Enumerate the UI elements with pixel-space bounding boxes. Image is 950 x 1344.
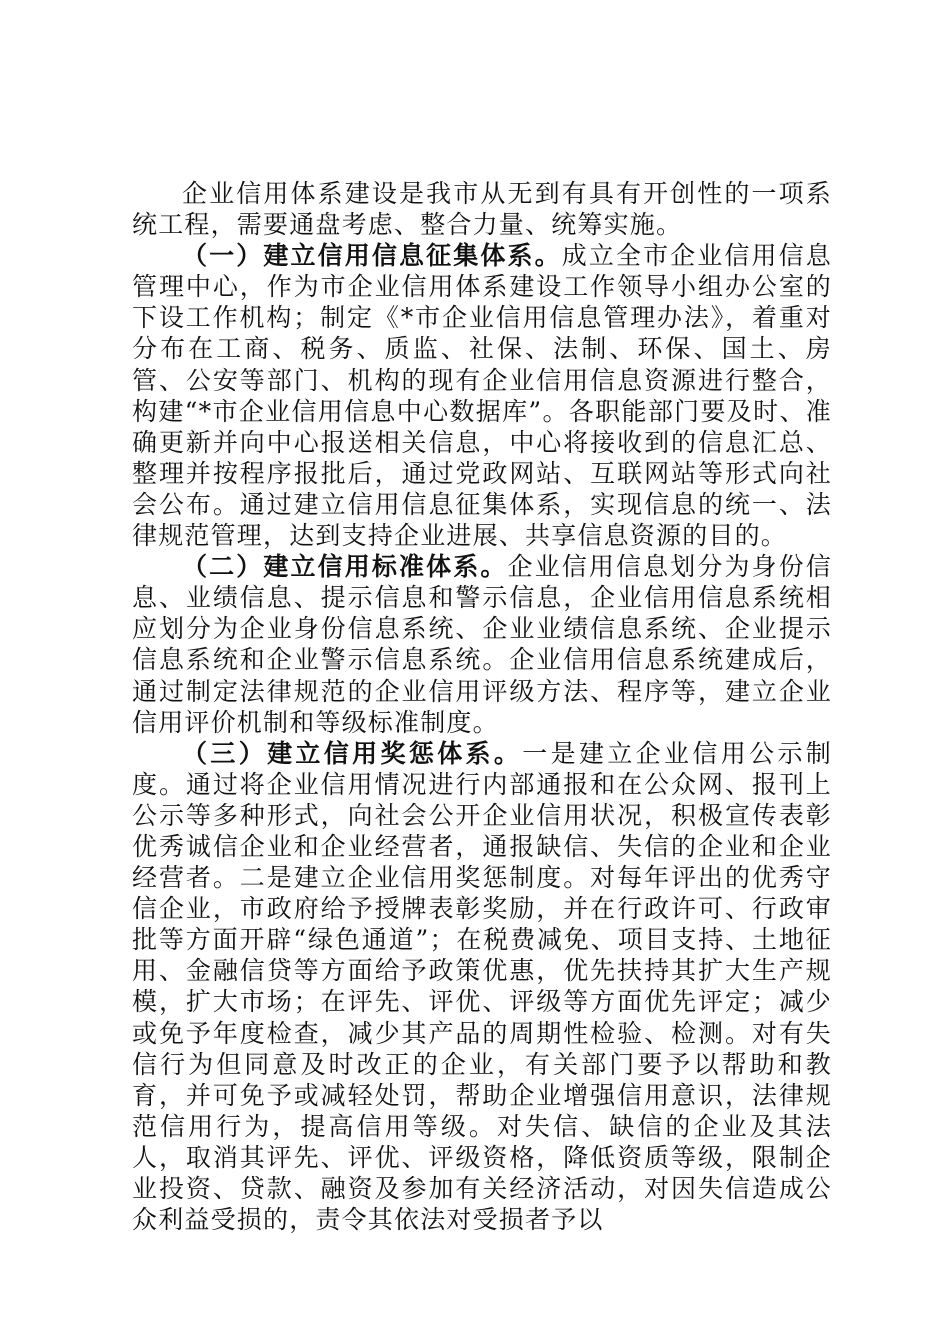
section-2-text: 企业信用信息划分为身份信息、业绩信息、提示信息和警示信息，企业信用信息系统相应划分为企业身份信息系统、企业业绩信息系统、企业提示信息系统和企业警示信息系统。企业信用信息系统建成后，通过制定法律规范的企业信用评级方法、程序等，建立企业信用评价机制和等级标准制度。 (132, 552, 833, 737)
intro-paragraph (132, 178, 832, 240)
document-body (132, 178, 832, 1235)
section-1-text: 成立全市企业信用信息管理中心，作为市企业信用体系建设工作领导小组办公室的下设工作机构；制定《*市企业信用信息管理办法》，着重对分布在工商、税务、质监、社保、法制、环保、国土、房管、公安等部门、机构的现有企业信用信息资源进行整合，构建“*市企业信用信息中心数据库”。各职能部门要及时、准确更新并向中心报送相关信息，中心将接收到的信息汇总、整理并按程序报批后，通过党政网站、互联网站等形式向社会公布。通过建立信用信息征集体系，实现信息的统一、法律规范管理，达到支持企业进展、共享信息资源的目的。 (132, 241, 832, 551)
section-1-paragraph (132, 240, 832, 551)
intro-text: 企业信用体系建设是我市从无到有具有开创性的一项系统工程，需要通盘考虑、整合力量、统筹实施。 (132, 179, 832, 240)
section-3-paragraph (132, 738, 832, 1236)
section-3-heading: （三）建立信用奖惩体系。 (182, 738, 523, 768)
section-2-paragraph (132, 551, 832, 738)
section-2-heading: （二）建立信用标准体系。 (182, 552, 508, 582)
section-1-heading: （一）建立信用信息征集体系。 (182, 241, 562, 271)
section-3-text: 一是建立企业信用公示制度。通过将企业信用情况进行内部通报和在公众网、报刊上公示等多种形式，向社会公开企业信用状况，积极宣传表彰优秀诚信企业和企业经营者，通报缺信、失信的企业和企业经营者。二是建立企业信用奖惩制度。对每年评出的优秀守信企业，市政府给予授牌表彰奖励，并在行政许可、行政审批等方面开辟“绿色通道”；在税费减免、项目支持、土地征用、金融信贷等方面给予政策优惠，优先扶持其扩大生产规模，扩大市场；在评先、评优、评级等方面优先评定；减少或免予年度检查，减少其产品的周期性检验、检测。对有失信行为但同意及时改正的企业，有关部门要予以帮助和教育，并可免予或减轻处罚，帮助企业增强信用意识，法律规范信用行为，提高信用等级。对失信、缺信的企业及其法人，取消其评先、评优、评级资格，降低资质等级，限制企业投资、贷款、融资及参加有关经济活动，对因失信造成公众利益受损的，责令其依法对受损者予以 (132, 738, 833, 1235)
